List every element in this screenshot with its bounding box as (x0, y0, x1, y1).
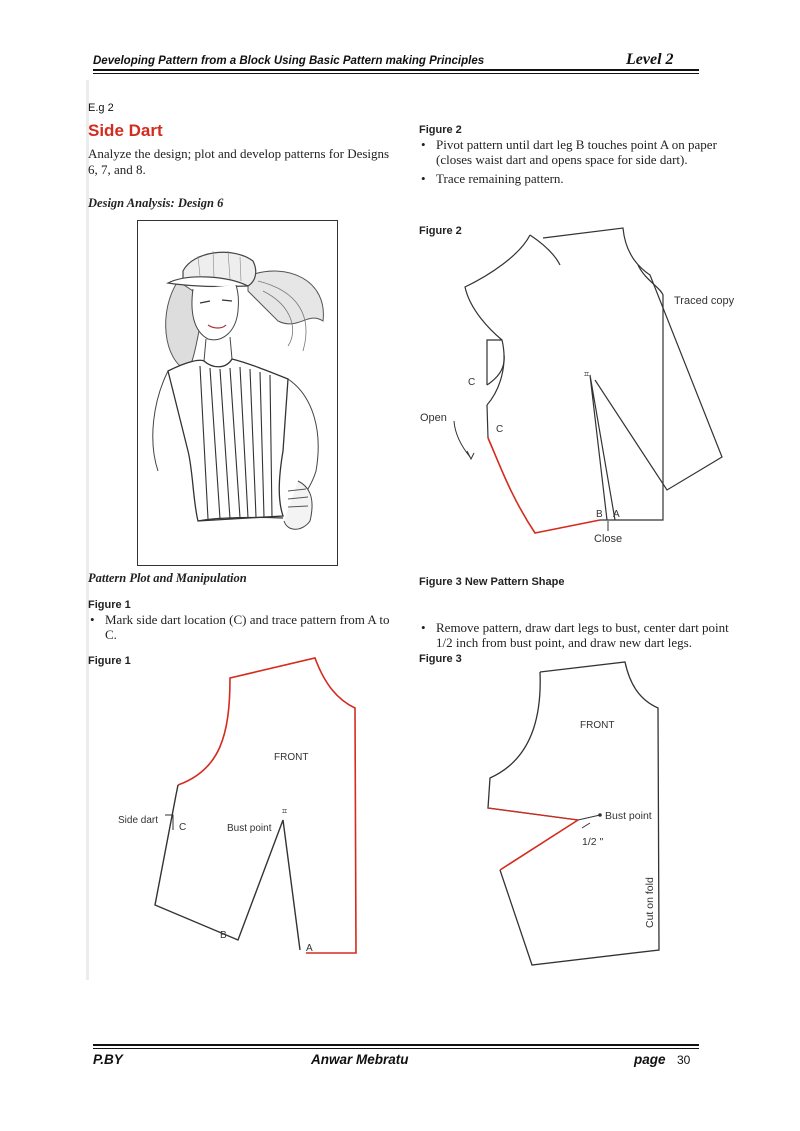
figure2-heading: Figure 2 (419, 124, 462, 136)
figure2-b-label: B (596, 509, 603, 520)
figure2-caption: Figure 2 (419, 225, 462, 237)
figure1-b-label: B (220, 930, 227, 941)
footer-author: Anwar Mebratu (311, 1052, 409, 1067)
footer-page-label: page (634, 1052, 666, 1067)
bullet-dot: • (90, 612, 95, 627)
figure1-bust-mark: ⌗ (282, 806, 288, 816)
example-label: E.g 2 (88, 102, 114, 114)
header-level: Level 2 (626, 51, 674, 68)
figure3-bust-point-label: Bust point (605, 810, 652, 822)
design-analysis-heading: Design Analysis: Design 6 (88, 196, 224, 210)
figure3-heading: Figure 3 New Pattern Shape (419, 576, 565, 588)
header-rule-thin (93, 73, 699, 74)
figure1-front-label: FRONT (274, 752, 309, 763)
footer-rule (93, 1044, 699, 1046)
figure2-bullet-1-text: Pivot pattern until dart leg B touches point A on paper (closes waist dart and opens space for side dart). (436, 137, 717, 167)
intro-text: Analyze the design; plot and develop patterns for Designs 6, 7, and 8. (88, 146, 390, 177)
bullet-dot: • (421, 171, 426, 186)
figure1-bust-point-label: Bust point (227, 823, 272, 834)
figure1-bullet-text: Mark side dart location (C) and trace pattern from A to C. (105, 612, 390, 642)
figure2-bullets (419, 137, 729, 186)
figure2-c-upper-label: C (468, 377, 476, 388)
design-illustration (137, 220, 338, 566)
figure2-c-lower-label: C (496, 424, 504, 435)
figure2-traced-copy-label: Traced copy (674, 295, 735, 307)
page-number: 30 (677, 1053, 691, 1067)
bullet-dot: • (421, 137, 426, 152)
figure2-open-label: Open (420, 412, 447, 424)
figure1-heading: Figure 1 (88, 599, 131, 611)
figure3-front-label: FRONT (580, 720, 615, 731)
figure1-caption: Figure 1 (88, 655, 131, 667)
bullet-dot: • (421, 620, 426, 635)
page-margin-shadow (86, 80, 89, 980)
figure3-bullet (419, 620, 729, 650)
header-rule (93, 69, 699, 71)
figure2-bullet-1 (419, 137, 729, 167)
figure1-side-dart-label: Side dart (118, 815, 159, 826)
pattern-plot-heading: Pattern Plot and Manipulation (88, 571, 247, 585)
footer-rule-thin (93, 1048, 699, 1049)
figure2-bust-mark: ⌗ (584, 369, 590, 379)
header-title: Developing Pattern from a Block Using Basic Pattern making Principles (93, 55, 485, 67)
section-title: Side Dart (88, 121, 163, 140)
footer-left: P.BY (93, 1052, 123, 1067)
figure3-bust-point-dot (598, 813, 602, 817)
figure3-diagram (470, 660, 680, 975)
figure2-close-label: Close (594, 533, 623, 545)
figure1-a-label: A (306, 943, 313, 954)
figure2-bullet-2 (419, 171, 729, 186)
figure2-diagram (410, 225, 760, 550)
figure1-bullet (88, 612, 393, 642)
figure1-diagram (90, 650, 400, 980)
figure3-bullet-text: Remove pattern, draw dart legs to bust, center dart point 1/2 inch from bust point, and draw new dart legs. (436, 620, 729, 650)
figure3-caption: Figure 3 (419, 653, 462, 665)
figure2-a-label: A (613, 509, 620, 520)
figure2-bullet-2-text: Trace remaining pattern. (436, 171, 564, 186)
figure3-half-inch-label: 1/2 " (582, 836, 604, 848)
fashion-illustration-icon (138, 221, 337, 565)
figure3-cut-on-fold-label: Cut on fold (644, 877, 656, 928)
figure1-c-label: C (179, 822, 187, 833)
